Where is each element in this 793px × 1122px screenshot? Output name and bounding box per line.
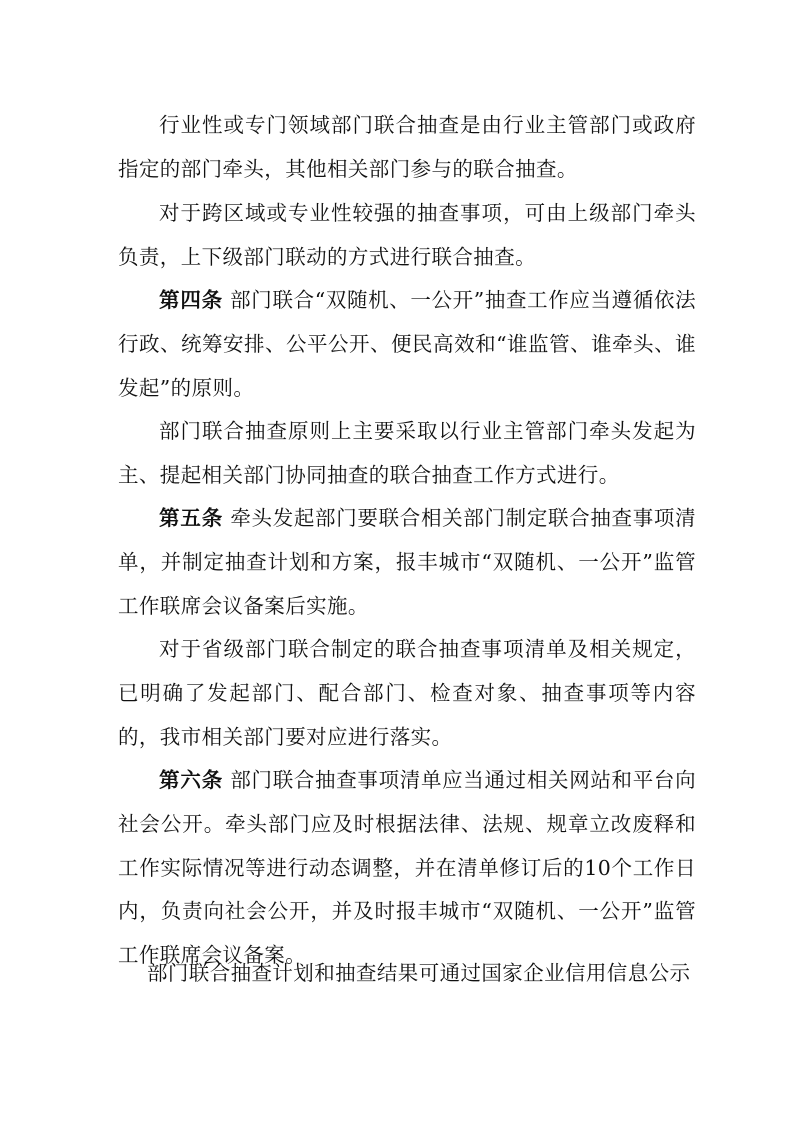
article-5 xyxy=(118,497,696,628)
paragraph-industry-joint-inspection xyxy=(118,104,696,192)
article-heading: 第五条 xyxy=(159,506,224,530)
paragraph-text: 行业性或专门领域部门联合抽查是由行业主管部门或政府指定的部门牵头，其他相关部门参与的联合抽查。 xyxy=(118,113,696,181)
paragraph-text: 部门联合抽查原则上主要采取以行业主管部门牵头发起为主、提起相关部门协同抽查的联合抽查工作方式进行。 xyxy=(118,419,696,487)
article-6 xyxy=(118,759,696,978)
paragraph-plan-results-publicity xyxy=(118,952,696,996)
article-heading: 第六条 xyxy=(159,768,224,792)
paragraph-cross-region-inspection xyxy=(118,192,696,280)
article-text: 部门联合抽查事项清单应当通过相关网站和平台向社会公开。牵头部门应及时根据法律、法规、规章立改废释和工作实际情况等进行动态调整，并在清单修订后的10个工作日内，负责向社会公开，并及时报丰城市“双随机、一公开”监管工作联席会议备案。 xyxy=(118,768,696,968)
paragraph-text: 部门联合抽查计划和抽查结果可通过国家企业信用信息公示 xyxy=(147,961,691,985)
paragraph-inspection-principles xyxy=(118,410,696,498)
paragraph-text: 对于跨区域或专业性较强的抽查事项，可由上级部门牵头负责，上下级部门联动的方式进行联合抽查。 xyxy=(118,201,696,269)
paragraph-text: 对于省级部门联合制定的联合抽查事项清单及相关规定，已明确了发起部门、配合部门、检查对象、抽查事项等内容的，我市相关部门要对应进行落实。 xyxy=(118,637,696,749)
article-4 xyxy=(118,279,696,410)
article-text: 部门联合“双随机、一公开”抽查工作应当遵循依法行政、统筹安排、公平公开、便民高效和“谁监管、谁牵头、谁发起”的原则。 xyxy=(118,288,696,400)
paragraph-provincial-list xyxy=(118,628,696,759)
article-heading: 第四条 xyxy=(159,288,224,312)
article-text: 牵头发起部门要联合相关部门制定联合抽查事项清单，并制定抽查计划和方案，报丰城市“双随机、一公开”监管工作联席会议备案后实施。 xyxy=(118,506,696,618)
